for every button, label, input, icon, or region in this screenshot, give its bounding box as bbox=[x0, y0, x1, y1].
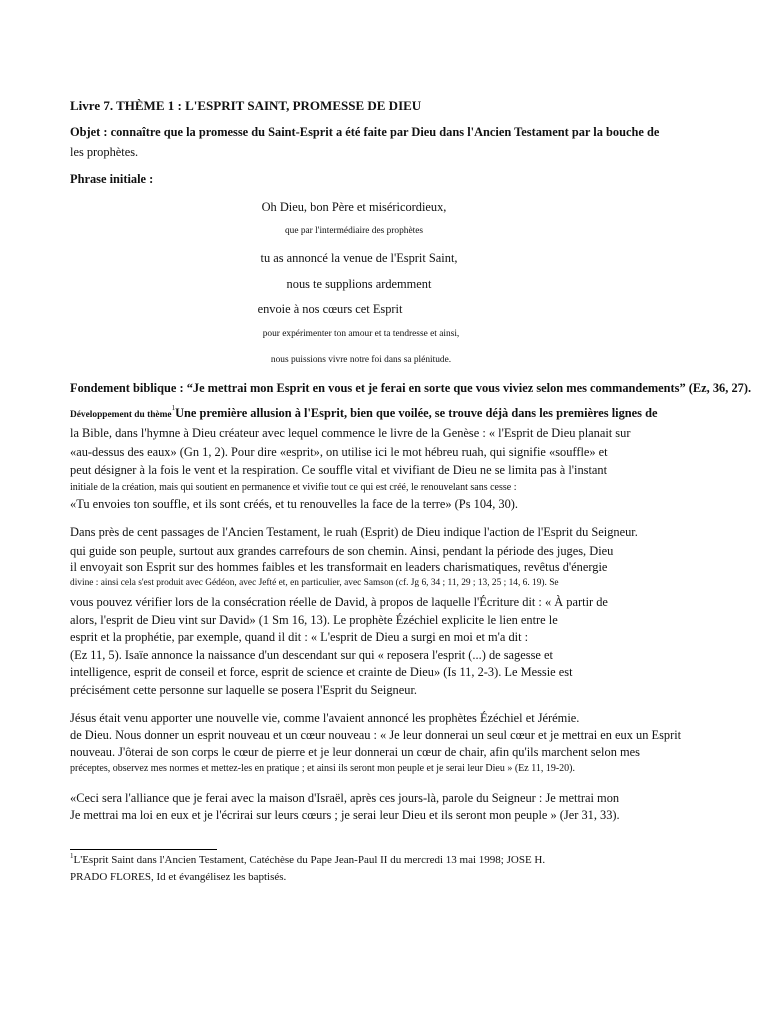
development-label: Développement du thème bbox=[70, 410, 172, 420]
paragraph-line: (Ez 11, 5). Isaïe annonce la naissance d'un descendant sur qui « reposera l'esprit (...) de sagesse et bbox=[70, 648, 553, 662]
development-line: «Tu envoies ton souffle, et ils sont créés, et tu renouvelles la face de la terre» (Ps 104, 30). bbox=[70, 497, 519, 511]
prayer-line: que par l'intermédiaire des prophètes bbox=[284, 226, 424, 236]
objective-line-1: Objet : connaître que la promesse du Saint-Esprit a été faite par Dieu dans l'Ancien Testament par la bouche de bbox=[70, 125, 660, 139]
prayer-line: nous puissions vivre notre foi dans sa plénitude. bbox=[270, 355, 452, 365]
paragraph-line: préceptes, observez mes normes et mettez-les en pratique ; et ainsi ils seront mon peuple et je serai leur Dieu » (Ez 11, 19-20). bbox=[70, 763, 576, 774]
paragraph-line: Je mettrai ma loi en eux et je l'écrirai sur leurs cœurs ; je serai leur Dieu et ils seront mon peuple » (Jer 31, 33). bbox=[70, 808, 620, 822]
development-line: initiale de la création, mais qui soutient en permanence et vivifie tout ce qui est créé, le renouvelant sans cesse : bbox=[70, 482, 517, 493]
development-lead-sentence: Une première allusion à l'Esprit, bien que voilée, se trouve déjà dans les premières lignes de bbox=[175, 406, 658, 420]
footnote-text: L'Esprit Saint dans l'Ancien Testament, Catéchèse du Pape Jean-Paul II du mercredi 13 mai 1998; JOSE H. bbox=[73, 854, 546, 866]
paragraph-line: alors, l'esprit de Dieu vint sur David» (1 Sm 16, 13). Le prophète Ézéchiel explicite le lien entre le bbox=[70, 613, 558, 627]
paragraph-line: nouveau. J'ôterai de son corps le cœur de pierre et je leur donnerai un cœur de chair, afin qu'ils marchent selon mes bbox=[70, 745, 640, 759]
paragraph-line: qui guide son peuple, surtout aux grandes carrefours de son chemin. Ainsi, pendant la période des juges, Dieu bbox=[70, 544, 614, 558]
prayer-line: tu as annoncé la venue de l'Esprit Saint, bbox=[260, 251, 458, 265]
objective-line-2: les prophètes. bbox=[70, 145, 139, 159]
footnote-number: 1 bbox=[70, 852, 74, 860]
prayer-line: pour expérimenter ton amour et ta tendresse et ainsi, bbox=[262, 329, 460, 339]
development-line: peut désigner à la fois le vent et la respiration. Ce souffle vital et vivifiant de Dieu ne se limita pas à l'instant bbox=[70, 463, 608, 477]
paragraph-line: esprit et la prophétie, par exemple, quand il dit : « L'esprit de Dieu a surgi en moi et m'a dit : bbox=[70, 630, 529, 644]
footnote-reference: 1 bbox=[171, 404, 176, 412]
paragraph-line: de Dieu. Nous donner un esprit nouveau et un cœur nouveau : « Je leur donnerai un seul cœur et je mettrai en eux un Esprit bbox=[70, 728, 682, 742]
prayer-line: envoie à nos cœurs cet Esprit bbox=[257, 302, 403, 316]
paragraph-line: vous pouvez vérifier lors de la consécration réelle de David, à propos de laquelle l'Écriture dit : « À partir de bbox=[70, 595, 608, 609]
paragraph-line: il envoyait son Esprit sur des hommes faibles et les transformait en leaders charismatiques, revêtus d'énergie bbox=[70, 560, 608, 574]
paragraph-line: Dans près de cent passages de l'Ancien Testament, le ruah (Esprit) de Dieu indique l'action de l'Esprit du Seigneur. bbox=[70, 525, 638, 539]
paragraph-line: intelligence, esprit de conseil et force, esprit de science et crainte de Dieu» (Is 11, 2-3). Le Messie est bbox=[70, 665, 573, 679]
footnote-line-2: PRADO FLORES, Id et évangélisez les baptisés. bbox=[70, 871, 287, 883]
theme-title: Livre 7. THÈME 1 : L'ESPRIT SAINT, PROMESSE DE DIEU bbox=[70, 98, 422, 113]
paragraph-line: «Ceci sera l'alliance que je ferai avec la maison d'Israël, après ces jours-là, parole du Seigneur : Je mettrai mon bbox=[70, 791, 620, 805]
biblical-foundation: Fondement biblique : “Je mettrai mon Esprit en vous et je ferai en sorte que vous viviez selon mes commandements” (Ez, 36, 27). bbox=[70, 381, 752, 395]
prayer-line: Oh Dieu, bon Père et miséricordieux, bbox=[261, 200, 447, 214]
development-line: la Bible, dans l'hymne à Dieu créateur avec lequel commence le livre de la Genèse : « l'Esprit de Dieu planait sur bbox=[70, 426, 631, 440]
development-line: «au-dessus des eaux» (Gn 1, 2). Pour dire «esprit», on utilise ici le mot hébreu ruah, qui signifie «souffle» et bbox=[70, 445, 608, 459]
development-first-line bbox=[70, 406, 658, 421]
initial-phrase-label: Phrase initiale : bbox=[70, 172, 154, 186]
paragraph-line: précisément cette personne sur laquelle se posera l'Esprit du Seigneur. bbox=[70, 683, 417, 697]
paragraph-line: Jésus était venu apporter une nouvelle vie, comme l'avaient annoncé les prophètes Ézéchiel et Jérémie. bbox=[70, 711, 580, 725]
footnote-separator bbox=[70, 849, 217, 850]
paragraph-line: divine : ainsi cela s'est produit avec Gédéon, avec Jefté et, en particulier, avec Samson (cf. Jg 6, 34 ; 11, 29 ; 13, 25 ; 14, 6. 19). Se bbox=[70, 578, 559, 588]
footnote-line-1 bbox=[70, 854, 545, 866]
prayer-line: nous te supplions ardemment bbox=[286, 277, 432, 291]
